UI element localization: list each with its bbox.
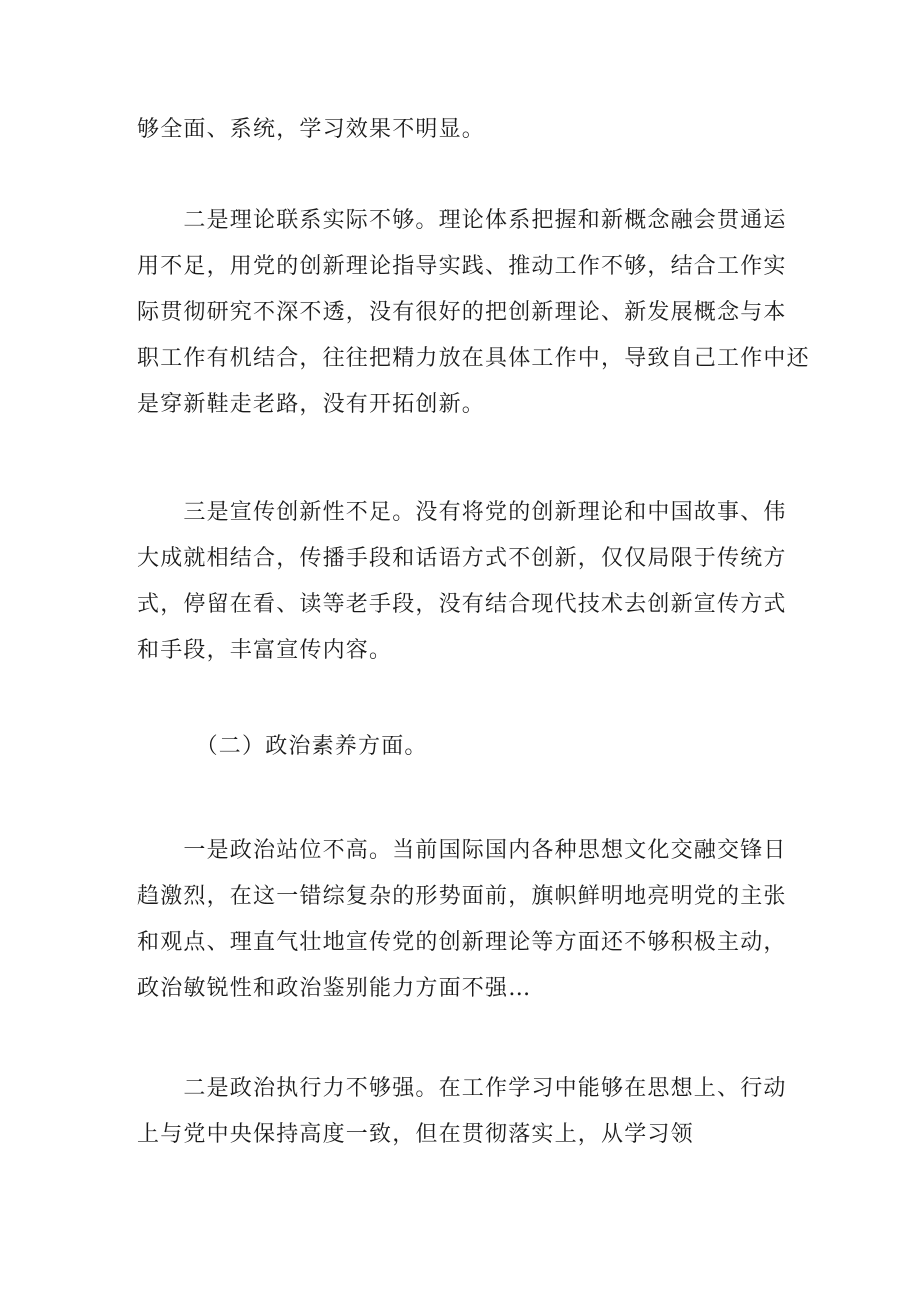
paragraph-publicity-innovation	[137, 490, 793, 674]
section-heading-political-literacy	[137, 724, 793, 770]
text-line: 趋激烈，在这一错综复杂的形势面前，旗帜鲜明地亮明党的主张	[137, 884, 787, 909]
text-line: 二是政治执行力不够强。在工作学习中能够在思想上、行动	[137, 1076, 787, 1101]
paragraph-study-effect	[137, 107, 793, 153]
heading-line: （二）政治素养方面。	[137, 734, 428, 759]
text-line: 大成就相结合，传播手段和话语方式不创新，仅仅局限于传统方	[137, 546, 787, 571]
text-line: 职工作有机结合，往往把精力放在具体工作中，导致自己工作中还	[137, 346, 810, 371]
text-line: 一是政治站位不高。当前国际国内各种思想文化交融交锋日	[137, 838, 787, 863]
text-line: 用不足，用党的创新理论指导实践、推动工作不够，结合工作实	[137, 254, 787, 279]
text-line: 上与党中央保持高度一致，但在贯彻落实上，从学习领	[137, 1122, 694, 1147]
paragraph-political-execution	[137, 1066, 793, 1158]
text-line: 式，停留在看、读等老手段，没有结合现代技术去创新宣传方式	[137, 592, 787, 617]
text-line: 二是理论联系实际不够。理论体系把握和新概念融会贯通运	[137, 208, 787, 233]
text-line: 政治敏锐性和政治鉴别能力方面不强…	[137, 976, 532, 1001]
text-line: 够全面、系统，学习效果不明显。	[137, 117, 486, 142]
text-line: 和观点、理直气壮地宣传党的创新理论等方面还不够积极主动，	[137, 930, 787, 955]
text-line: 际贯彻研究不深不透，没有很好的把创新理论、新发展概念与本	[137, 300, 787, 325]
text-line: 是穿新鞋走老路，没有开拓创新。	[137, 392, 486, 417]
paragraph-theory-practice	[137, 198, 810, 428]
text-line: 和手段，丰富宣传内容。	[137, 638, 393, 663]
text-line: 三是宣传创新性不足。没有将党的创新理论和中国故事、伟	[137, 500, 787, 525]
paragraph-political-stance	[137, 828, 793, 1012]
